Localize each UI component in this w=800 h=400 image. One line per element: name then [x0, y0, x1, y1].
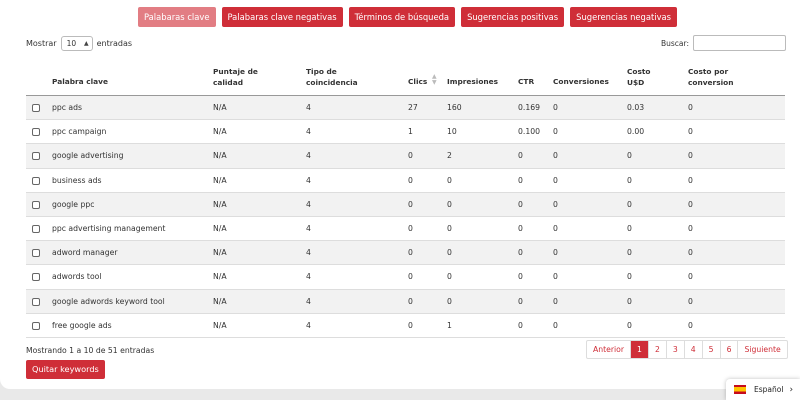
table-cell: 1 — [447, 320, 452, 330]
next-page-button[interactable]: Siguiente — [737, 341, 786, 358]
table-cell: 0 — [553, 151, 558, 161]
table-cell: 0 — [408, 320, 413, 330]
table-cell: N/A — [213, 248, 227, 258]
table-cell: 0 — [688, 223, 693, 233]
table-cell: 0 — [627, 248, 632, 258]
table-cell: 0 — [627, 296, 632, 306]
table-row — [26, 193, 785, 217]
table-cell: N/A — [213, 272, 227, 282]
table-cell: 0 — [447, 175, 452, 185]
page-length-select[interactable] — [61, 36, 93, 51]
table-row — [26, 169, 785, 193]
table-cell: 160 — [447, 103, 462, 112]
table-cell: free google ads — [52, 320, 112, 330]
table-cell: 0 — [627, 320, 632, 330]
table-info: Mostrando 1 a 10 de 51 entradas — [26, 346, 155, 355]
table-row — [26, 217, 785, 241]
table-cell: 0 — [688, 151, 693, 161]
table-cell: 0 — [518, 199, 523, 209]
page-button-5[interactable]: 5 — [702, 341, 720, 358]
keywords-table — [26, 60, 785, 338]
table-cell: 0 — [627, 175, 632, 185]
table-cell: 0 — [553, 103, 558, 112]
table-cell: google adwords keyword tool — [52, 296, 165, 306]
language-label: Español — [754, 385, 784, 394]
chevron-right-icon: › — [789, 384, 794, 395]
spain-flag-icon — [734, 385, 746, 394]
table-row — [26, 144, 785, 168]
table-cell: 0 — [627, 151, 632, 161]
row-checkbox[interactable] — [32, 225, 40, 233]
table-cell: N/A — [213, 223, 227, 233]
row-checkbox[interactable] — [32, 201, 40, 209]
page-length-value: 10 — [66, 39, 77, 48]
page-length-control — [26, 36, 132, 51]
table-cell: 0 — [553, 248, 558, 258]
col-header-palabra-clave[interactable]: Palabra clave — [52, 77, 108, 86]
table-cell: 0 — [627, 223, 632, 233]
row-checkbox[interactable] — [32, 177, 40, 185]
table-row — [26, 120, 785, 144]
chevron-updown-icon: ▲︎ — [83, 40, 89, 47]
table-cell: 0 — [518, 296, 523, 306]
row-checkbox[interactable] — [32, 128, 40, 136]
table-cell: 10 — [447, 127, 457, 137]
table-cell: 0 — [408, 223, 413, 233]
page-button-2[interactable]: 2 — [648, 341, 666, 358]
table-cell: 0 — [447, 223, 452, 233]
col-header-costo-conversion[interactable]: Costo por conversion — [688, 67, 734, 87]
length-prefix: Mostrar — [26, 39, 57, 48]
table-cell: 0 — [447, 248, 452, 258]
table-row — [26, 314, 785, 338]
prev-page-button[interactable]: Anterior — [593, 345, 625, 354]
table-cell: N/A — [213, 103, 227, 112]
sort-icon: ▲ ▼ — [432, 73, 437, 86]
table-cell: 1 — [408, 127, 413, 137]
table-cell: 2 — [447, 151, 452, 161]
table-cell: 0 — [408, 151, 413, 161]
table-cell: 4 — [306, 248, 311, 258]
table-cell: 0 — [688, 103, 693, 112]
row-checkbox[interactable] — [32, 152, 40, 160]
search-input[interactable] — [693, 35, 786, 51]
table-cell: ppc ads — [52, 103, 83, 112]
table-cell: ppc campaign — [52, 127, 107, 137]
tab-sugerencias-negativas[interactable]: Sugerencias negativas — [570, 7, 677, 27]
tab-terminos-busqueda[interactable]: Términos de búsqueda — [349, 7, 455, 27]
row-checkbox[interactable] — [32, 322, 40, 330]
table-cell: 4 — [306, 151, 311, 161]
table-cell: 0 — [688, 296, 693, 306]
table-cell: 4 — [306, 175, 311, 185]
table-cell: 0 — [553, 320, 558, 330]
table-cell: 0 — [688, 272, 693, 282]
table-body — [26, 96, 785, 338]
table-cell: 0.100 — [518, 127, 541, 137]
table-cell: 0 — [627, 272, 632, 282]
table-cell: 27 — [408, 103, 418, 112]
tab-palabras-clave[interactable]: Palabaras clave — [138, 7, 216, 27]
row-checkbox[interactable] — [32, 104, 40, 112]
length-suffix: entradas — [96, 39, 133, 48]
table-cell: 4 — [306, 272, 311, 282]
table-cell: 0 — [688, 248, 693, 258]
table-row — [26, 265, 785, 289]
table-cell: 0 — [447, 199, 452, 209]
table-cell: 4 — [306, 199, 311, 209]
table-cell: 0 — [553, 175, 558, 185]
language-selector[interactable] — [726, 379, 800, 400]
table-row — [26, 96, 785, 120]
table-cell: 0 — [688, 199, 693, 209]
table-cell: 0 — [518, 272, 523, 282]
row-checkbox[interactable] — [32, 273, 40, 281]
table-cell: 0 — [553, 272, 558, 282]
row-checkbox[interactable] — [32, 249, 40, 257]
table-cell: 0 — [518, 320, 523, 330]
table-row — [26, 241, 785, 265]
table-cell: 0 — [447, 296, 452, 306]
table-cell: 0 — [518, 223, 523, 233]
table-row — [26, 290, 785, 314]
table-cell: google advertising — [52, 151, 124, 161]
table-cell: 0.169 — [518, 103, 541, 112]
table-cell: 0 — [627, 199, 632, 209]
table-cell: 0 — [518, 175, 523, 185]
page-button-4[interactable]: 4 — [684, 341, 702, 358]
search-control — [661, 35, 786, 51]
col-header-ctr[interactable]: CTR — [518, 77, 535, 86]
table-cell: adwords tool — [52, 272, 102, 282]
table-cell: 4 — [306, 223, 311, 233]
table-cell: 0.03 — [627, 103, 645, 112]
table-cell: 0 — [553, 296, 558, 306]
table-cell: 0 — [518, 151, 523, 161]
table-cell: 0 — [553, 199, 558, 209]
table-cell: business ads — [52, 175, 102, 185]
table-cell: 0 — [447, 272, 452, 282]
table-cell: 0 — [553, 127, 558, 137]
col-header-conversiones[interactable]: Conversiones — [553, 77, 609, 86]
table-cell: 0 — [688, 175, 693, 185]
table-cell: N/A — [213, 151, 227, 161]
tab-sugerencias-positivas[interactable]: Sugerencias positivas — [461, 7, 564, 27]
table-cell: 4 — [306, 296, 311, 306]
table-cell: 4 — [306, 127, 311, 137]
col-header-puntaje[interactable]: Puntaje de calidad — [213, 67, 258, 87]
table-cell: 4 — [306, 320, 311, 330]
tab-palabras-clave-negativas[interactable]: Palabaras clave negativas — [222, 7, 343, 27]
table-cell: 0 — [688, 127, 693, 137]
table-cell: 0 — [408, 175, 413, 185]
table-cell: 0 — [408, 296, 413, 306]
col-header-clics[interactable]: Clics — [408, 77, 428, 86]
col-header-tipo[interactable]: Tipo de coincidencia — [306, 67, 358, 87]
table-cell: 0 — [688, 320, 693, 330]
pagination — [586, 340, 788, 359]
table-cell: N/A — [213, 199, 227, 209]
table-cell: N/A — [213, 296, 227, 306]
tab-bar — [138, 7, 683, 27]
table-cell: 0 — [408, 272, 413, 282]
table-cell: adword manager — [52, 248, 118, 258]
table-header — [26, 60, 785, 96]
search-label: Buscar: — [661, 38, 690, 48]
page-button-6[interactable]: 6 — [720, 341, 738, 358]
table-cell: 0.00 — [627, 127, 645, 137]
row-checkbox[interactable] — [32, 298, 40, 306]
table-cell: 0 — [518, 248, 523, 258]
page-button-1[interactable]: 1 — [630, 341, 648, 358]
table-cell: ppc advertising management — [52, 223, 166, 233]
table-cell: 4 — [306, 103, 311, 112]
remove-keywords-button[interactable]: Quitar keywords — [26, 360, 105, 379]
table-cell: 0 — [408, 199, 413, 209]
table-cell: N/A — [213, 175, 227, 185]
table-cell: N/A — [213, 127, 227, 137]
table-cell: 0 — [553, 223, 558, 233]
page-button-3[interactable]: 3 — [666, 341, 684, 358]
table-cell: N/A — [213, 320, 227, 330]
col-header-costo[interactable]: Costo U$D — [627, 67, 651, 87]
col-header-impresiones[interactable]: Impresiones — [447, 77, 499, 86]
table-cell: google ppc — [52, 199, 95, 209]
table-cell: 0 — [408, 248, 413, 258]
